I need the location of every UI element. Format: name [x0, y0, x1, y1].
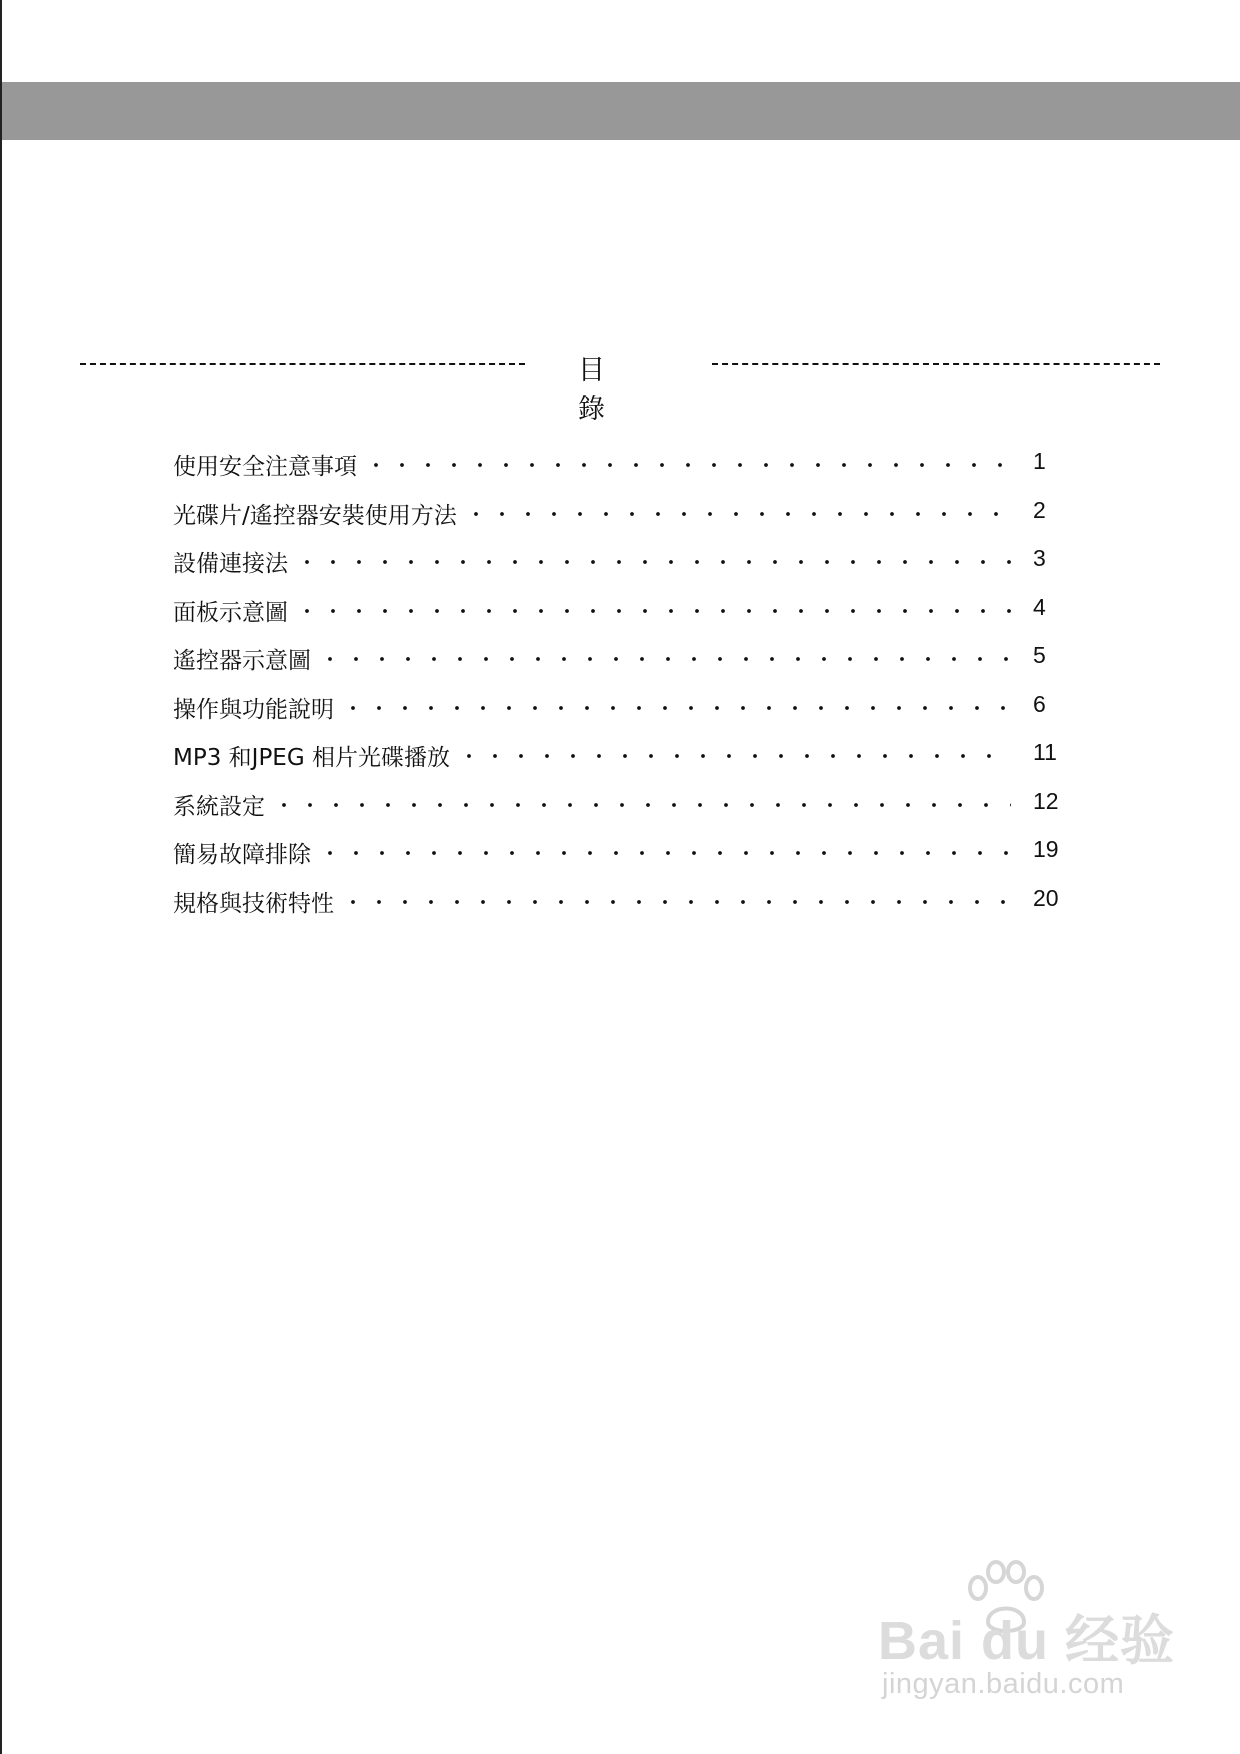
toc-item-label: 系統設定	[173, 793, 265, 820]
toc-title-row	[80, 348, 1160, 425]
toc-item-page: 5	[1033, 642, 1046, 668]
watermark-brand: Bai du 经验	[878, 1611, 1176, 1671]
toc-leader-dots	[363, 448, 1011, 478]
toc-item-label: 遙控器示意圖	[173, 648, 311, 674]
toc-item-page: 1	[1033, 448, 1046, 474]
toc-item-page: 2	[1033, 496, 1046, 523]
toc-item[interactable]	[173, 885, 1093, 934]
watermark-url: jingyan.baidu.com	[882, 1668, 1125, 1700]
toc-item[interactable]	[173, 594, 1093, 643]
toc-item[interactable]	[173, 448, 1093, 497]
toc-item[interactable]	[173, 642, 1093, 691]
toc-item[interactable]	[173, 739, 1093, 788]
toc-item-label: 簡易故障排除	[173, 842, 311, 868]
toc-leader-dots	[340, 691, 1011, 721]
toc-item-page: 6	[1033, 690, 1046, 717]
toc-leader-dots	[463, 497, 1011, 527]
toc-item-label: 操作與功能說明	[173, 696, 334, 723]
toc-leader-dots	[456, 739, 1011, 769]
toc-item-page: 20	[1033, 884, 1059, 911]
toc-item-label: 光碟片/遙控器安裝使用方法	[173, 502, 457, 529]
page-left-border	[0, 0, 2, 1754]
toc-item-page: 19	[1033, 836, 1059, 862]
title-rule-right	[712, 363, 1160, 365]
toc-leader-dots	[317, 836, 1011, 866]
title-rule-left	[80, 363, 525, 365]
toc-item-page: 12	[1033, 787, 1059, 814]
toc-list	[173, 448, 1093, 933]
toc-item[interactable]	[173, 545, 1093, 594]
toc-item[interactable]	[173, 691, 1093, 740]
toc-item-label: 面板示意圖	[173, 599, 288, 626]
toc-item-page: 11	[1033, 739, 1057, 765]
toc-item[interactable]	[173, 836, 1093, 885]
toc-leader-dots	[317, 642, 1011, 672]
toc-item-label: 使用安全注意事項	[173, 454, 357, 480]
toc-item-label: 設備連接法	[173, 551, 288, 577]
toc-leader-dots	[294, 594, 1011, 624]
toc-item-label: MP3 和JPEG 相片光碟播放	[173, 745, 450, 771]
toc-title: 目 錄	[578, 355, 692, 425]
toc-item[interactable]	[173, 497, 1093, 546]
toc-leader-dots	[271, 788, 1011, 818]
toc-leader-dots	[340, 885, 1011, 915]
toc-item-label: 規格與技術特性	[173, 890, 334, 917]
toc-leader-dots	[294, 545, 1011, 575]
baidu-jingyan-watermark	[878, 1560, 1178, 1710]
toc-item[interactable]	[173, 788, 1093, 837]
toc-item-page: 4	[1033, 593, 1046, 620]
header-band	[2, 82, 1240, 140]
toc-item-page: 3	[1033, 545, 1046, 571]
